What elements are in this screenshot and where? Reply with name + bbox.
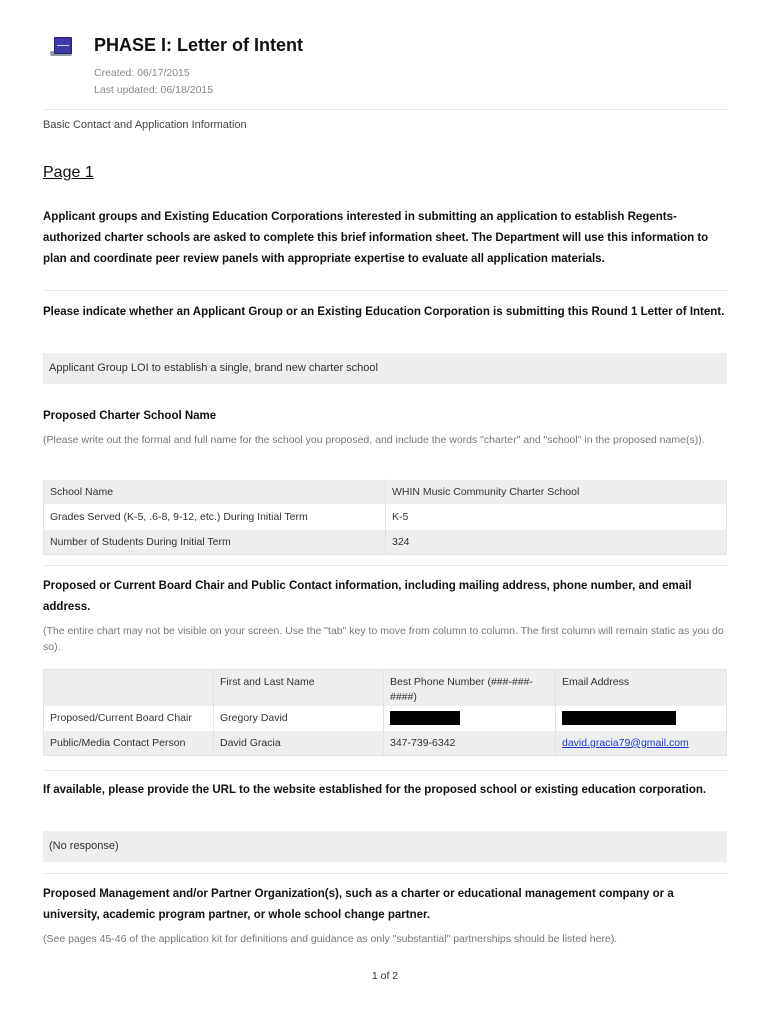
header-cell [44,670,214,706]
divider [43,290,727,291]
updated-date: Last updated: 06/18/2015 [94,84,214,96]
board-question: Proposed or Current Board Chair and Public Contact information, including mailing address, phone number, and email address. [43,580,692,613]
table-row [44,480,727,505]
management-help: (See pages 45-46 of the application kit for definitions and guidance as only "substantial" partnerships should be listed here). [43,933,618,945]
divider [43,565,727,566]
table-row [44,706,727,731]
header-cell: First and Last Name [214,670,384,706]
section-label: Basic Contact and Application Information [43,119,247,131]
divider [43,873,727,874]
page-title: PHASE I: Letter of Intent [94,35,304,55]
email-link[interactable]: david.gracia79@gmail.com [562,736,689,749]
header-cell: Email Address [556,670,727,706]
row-label: School Name [44,480,386,505]
table-row [44,505,727,530]
school-info-table [43,479,727,555]
table-row [44,530,727,555]
name-cell: David Gracia [214,731,384,756]
url-answer: (No response) [43,831,727,862]
created-date: Created: 06/17/2015 [94,67,190,79]
page-number: 1 of 2 [371,970,399,982]
url-question: If available, please provide the URL to the website established for the proposed school or existing education corporation. [43,784,707,796]
email-cell [556,706,727,731]
intro-text: Applicant groups and Existing Education Corporations interested in submitting an application to establish Regents-authorized charter schools are asked to complete this brief information sheet. The Department will use this information to plan and coordinate peer review panels with appropriate expertise to evaluate all application materials. [43,211,709,265]
divider [43,770,727,771]
row-label: Number of Students During Initial Term [44,530,386,555]
contact-table [43,669,727,756]
management-question: Proposed Management and/or Partner Organization(s), such as a charter or educational management company or a university, academic program partner, or whole school change partner. [43,888,674,921]
table-header-row [44,670,727,706]
phone-cell: 347-739-6342 [384,731,556,756]
redacted-email [562,711,676,725]
row-value: WHIN Music Community Charter School [386,480,727,505]
table-row [44,731,727,756]
school-name-question: Proposed Charter School Name [43,410,217,422]
school-name-help: (Please write out the formal and full name for the school you proposed, and include the words "charter" and "school" in the proposed name(s)). [43,434,705,446]
row-value: K-5 [386,505,727,530]
header-cell: Best Phone Number (###-###-####) [384,670,556,706]
board-help: (The entire chart may not be visible on your screen. Use the "tab" key to move from column to column. The first column will remain static as you do so). [43,625,724,653]
name-cell: Gregory David [214,706,384,731]
redacted-phone [390,711,460,725]
row-label: Grades Served (K-5, .6-8, 9-12, etc.) During Initial Term [44,505,386,530]
applicant-question: Please indicate whether an Applicant Group or an Existing Education Corporation is submitting this Round 1 Letter of Intent. [43,306,725,318]
role-cell: Proposed/Current Board Chair [44,706,214,731]
email-cell [556,731,727,756]
phone-cell [384,706,556,731]
divider [43,109,727,110]
role-cell: Public/Media Contact Person [44,731,214,756]
row-value: 324 [386,530,727,555]
applicant-answer: Applicant Group LOI to establish a single, brand new charter school [43,353,727,384]
nysed-book-icon [50,37,74,57]
page-heading: Page 1 [43,164,94,181]
